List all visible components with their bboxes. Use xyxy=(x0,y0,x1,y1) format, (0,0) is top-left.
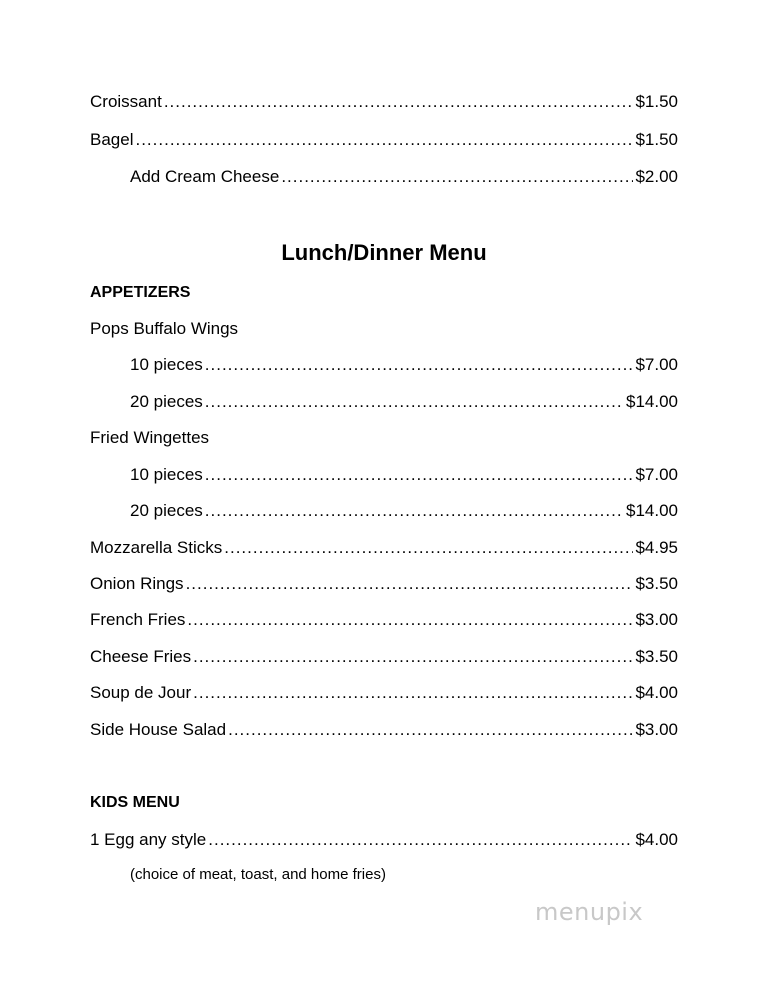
item-name: Cheese Fries xyxy=(90,647,192,666)
dot-leader xyxy=(281,165,633,189)
menu-item-side-house-salad xyxy=(90,718,678,742)
appetizers-heading: APPETIZERS xyxy=(90,284,191,301)
buffalo-wings-10 xyxy=(130,353,678,377)
item-name: French Fries xyxy=(90,610,186,629)
dot-leader xyxy=(208,828,633,852)
menu-item-soup-de-jour xyxy=(90,681,678,705)
dot-leader xyxy=(193,681,633,705)
item-price: $4.00 xyxy=(635,830,678,849)
item-price: $14.00 xyxy=(626,392,678,411)
buffalo-wings-20 xyxy=(130,390,678,414)
kids-menu-heading: KIDS MENU xyxy=(90,794,180,811)
item-price: $14.00 xyxy=(626,501,678,520)
item-name: Croissant xyxy=(90,92,162,111)
item-name: 20 pieces xyxy=(130,501,203,520)
dot-leader xyxy=(164,90,634,114)
item-name: 10 pieces xyxy=(130,465,203,484)
item-name: Bagel xyxy=(90,130,134,149)
item-price: $3.50 xyxy=(635,647,678,666)
menu-item-add-cream-cheese xyxy=(130,165,678,189)
item-price: $7.00 xyxy=(635,355,678,374)
wingettes-10 xyxy=(130,463,678,487)
item-name: Soup de Jour xyxy=(90,683,192,702)
menu-item-1-egg-any-style xyxy=(90,828,678,852)
item-price: $1.50 xyxy=(635,130,678,149)
dot-leader xyxy=(205,390,624,414)
menu-item-french-fries xyxy=(90,608,678,632)
menupix-watermark: menupix xyxy=(535,898,644,926)
lunch-dinner-heading: Lunch/Dinner Menu xyxy=(281,240,487,265)
dot-leader xyxy=(187,608,633,632)
menu-item-onion-rings xyxy=(90,572,678,596)
item-price: $1.50 xyxy=(635,92,678,111)
item-price: $2.00 xyxy=(635,167,678,186)
item-price: $3.00 xyxy=(635,610,678,629)
dot-leader xyxy=(186,572,634,596)
item-name: Mozzarella Sticks xyxy=(90,538,223,557)
item-price: $7.00 xyxy=(635,465,678,484)
menu-item-cheese-fries xyxy=(90,645,678,669)
item-name: 20 pieces xyxy=(130,392,203,411)
item-price: $4.00 xyxy=(635,683,678,702)
dot-leader xyxy=(224,536,633,560)
item-name: Side House Salad xyxy=(90,720,227,739)
menu-item-croissant xyxy=(90,90,678,114)
item-price: $3.00 xyxy=(635,720,678,739)
menu-item-mozzarella-sticks xyxy=(90,536,678,560)
dot-leader xyxy=(205,463,634,487)
dot-leader xyxy=(135,128,633,152)
dot-leader xyxy=(205,499,624,523)
item-name: 1 Egg any style xyxy=(90,830,207,849)
buffalo-wings-label: Pops Buffalo Wings xyxy=(90,319,239,338)
menu-item-bagel xyxy=(90,128,678,152)
item-name: 10 pieces xyxy=(130,355,203,374)
wingettes-label: Fried Wingettes xyxy=(90,428,210,447)
item-price: $3.50 xyxy=(635,574,678,593)
dot-leader xyxy=(205,353,634,377)
kids-menu-note: (choice of meat, toast, and home fries) xyxy=(130,866,386,883)
item-name: Onion Rings xyxy=(90,574,184,593)
item-name: Add Cream Cheese xyxy=(130,167,280,186)
dot-leader xyxy=(193,645,633,669)
wingettes-20 xyxy=(130,499,678,523)
item-price: $4.95 xyxy=(635,538,678,557)
dot-leader xyxy=(228,718,633,742)
